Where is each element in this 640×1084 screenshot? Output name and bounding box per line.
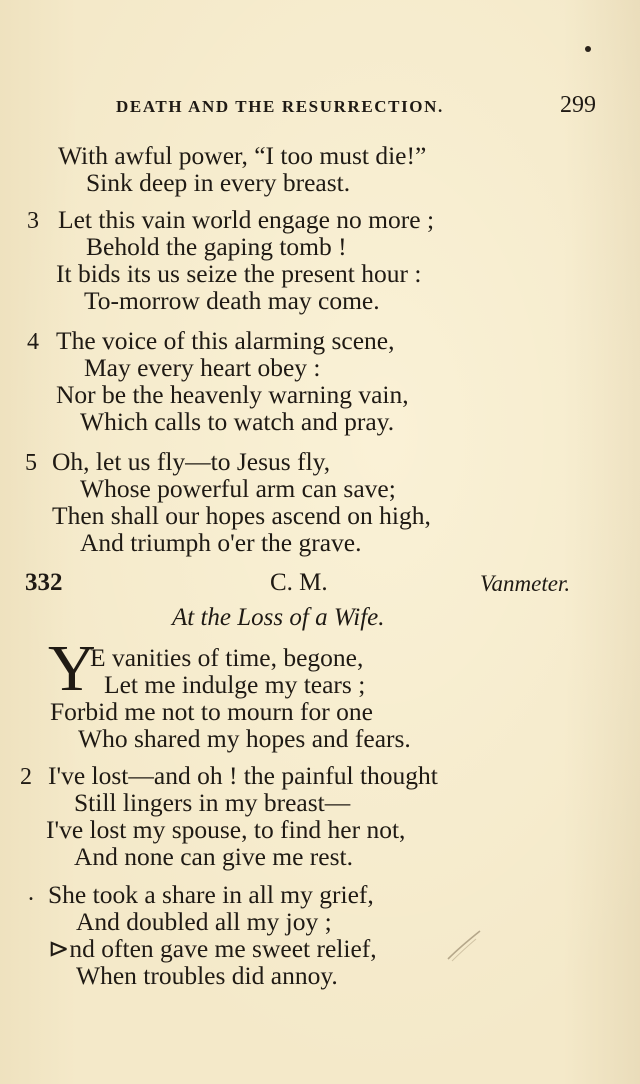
tune-name: Vanmeter. — [480, 571, 571, 596]
verse-line: Let me indulge my tears ; — [104, 670, 366, 699]
verse-line: ⊳nd often gave me sweet relief, — [48, 934, 377, 963]
verse-line: The voice of this alarming scene, — [56, 326, 395, 355]
verse-line: And none can give me rest. — [74, 842, 353, 871]
verse-line: Oh, let us fly—to Jesus fly, — [52, 447, 331, 476]
verse-number: 4 — [27, 329, 39, 355]
verse-line: Forbid me not to mourn for one — [50, 697, 373, 726]
pencil-mark — [442, 925, 484, 965]
verse-line: With awful power, “I too must die!” — [58, 141, 427, 170]
hymn-title: At the Loss of a Wife. — [172, 604, 385, 631]
verse-line: She took a share in all my grief, — [48, 880, 374, 909]
verse-line: Let this vain world engage no more ; — [58, 205, 435, 234]
verse-line: When troubles did annoy. — [76, 961, 338, 990]
verse-line: Sink deep in every breast. — [86, 168, 351, 197]
verse-line: It bids its us seize the present hour : — [56, 259, 422, 288]
verse-line: Who shared my hopes and fears. — [78, 724, 411, 753]
hymn-meter: C. M. — [270, 569, 328, 596]
verse-line: Whose powerful arm can save; — [80, 474, 396, 503]
verse-line: May every heart obey : — [84, 353, 321, 382]
verse-line: Still lingers in my breast— — [74, 788, 351, 817]
hymn-number: 332 — [25, 569, 63, 596]
verse-number: 2 — [20, 764, 32, 790]
verse-line: Nor be the heavenly warning vain, — [56, 380, 409, 409]
verse-line: E vanities of time, begone, — [90, 643, 364, 672]
verse-number: 5 — [25, 450, 37, 476]
page-number: 299 — [560, 92, 596, 118]
verse-line: Which calls to watch and pray. — [80, 407, 395, 436]
verse-number: 3 — [27, 208, 39, 234]
verse-line: To-morrow death may come. — [84, 286, 380, 315]
verse-line: Then shall our hopes ascend on high, — [52, 501, 431, 530]
verse-line: And triumph o'er the grave. — [80, 528, 362, 557]
running-title: DEATH AND THE RESURRECTION. — [116, 97, 444, 116]
verse-line: I've lost—and oh ! the painful thought — [48, 761, 438, 790]
verse-line: And doubled all my joy ; — [76, 907, 332, 936]
drop-cap: Y — [48, 632, 96, 705]
verse-line: I've lost my spouse, to find her not, — [46, 815, 406, 844]
verse-number: . — [28, 880, 34, 906]
ink-dot — [585, 46, 591, 52]
verse-line: Behold the gaping tomb ! — [86, 232, 347, 261]
